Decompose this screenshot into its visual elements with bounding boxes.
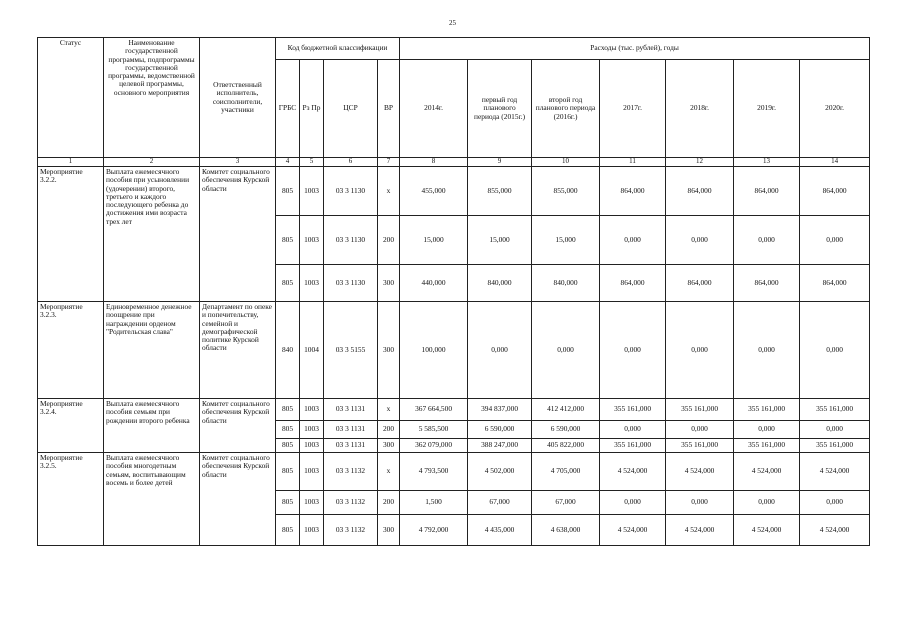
csr-cell: 03 3 1130 <box>324 216 378 265</box>
header-expenses: Расходы (тыс. рублей), годы <box>400 38 870 60</box>
grbs-cell: 805 <box>276 491 300 515</box>
vr-cell: x <box>378 453 400 491</box>
value-cell: 864,000 <box>666 167 734 216</box>
table-row <box>38 399 870 421</box>
value-cell: 4 435,000 <box>468 515 532 546</box>
value-cell: 855,000 <box>532 167 600 216</box>
value-cell: 0,000 <box>800 216 870 265</box>
value-cell: 4 524,000 <box>800 515 870 546</box>
value-cell: 840,000 <box>468 265 532 302</box>
value-cell: 0,000 <box>800 491 870 515</box>
column-number: 5 <box>300 158 324 167</box>
header-executor: Ответственный исполнитель, соисполнители, участники <box>200 38 276 158</box>
column-number: 11 <box>600 158 666 167</box>
column-number: 2 <box>104 158 200 167</box>
column-number: 7 <box>378 158 400 167</box>
value-cell: 15,000 <box>400 216 468 265</box>
value-cell: 367 664,500 <box>400 399 468 421</box>
value-cell: 4 524,000 <box>734 515 800 546</box>
value-cell: 0,000 <box>734 216 800 265</box>
value-cell: 440,000 <box>400 265 468 302</box>
vr-cell: x <box>378 167 400 216</box>
value-cell: 864,000 <box>734 265 800 302</box>
value-cell: 0,000 <box>734 491 800 515</box>
header-year: 2018г. <box>666 60 734 158</box>
value-cell: 4 524,000 <box>666 453 734 491</box>
column-number: 1 <box>38 158 104 167</box>
value-cell: 0,000 <box>734 421 800 439</box>
value-cell: 355 161,000 <box>734 399 800 421</box>
value-cell: 0,000 <box>532 302 600 399</box>
value-cell: 0,000 <box>666 421 734 439</box>
program-name-cell: Выплата ежемесячного пособия при усыновлении (удочерении) второго, третьего и каждого последующего ребенка до достижения ими возраста трех лет <box>104 167 200 302</box>
csr-cell: 03 3 1130 <box>324 265 378 302</box>
grbs-cell: 805 <box>276 216 300 265</box>
value-cell: 15,000 <box>468 216 532 265</box>
value-cell: 4 524,000 <box>666 515 734 546</box>
column-number: 3 <box>200 158 276 167</box>
csr-cell: 03 3 1131 <box>324 439 378 453</box>
value-cell: 0,000 <box>468 302 532 399</box>
value-cell: 4 524,000 <box>800 453 870 491</box>
value-cell: 355 161,000 <box>600 399 666 421</box>
grbs-cell: 805 <box>276 453 300 491</box>
csr-cell: 03 3 1132 <box>324 453 378 491</box>
vr-cell: 200 <box>378 491 400 515</box>
rzpr-cell: 1003 <box>300 399 324 421</box>
rzpr-cell: 1003 <box>300 491 324 515</box>
csr-cell: 03 3 1132 <box>324 491 378 515</box>
value-cell: 855,000 <box>468 167 532 216</box>
status-cell: Мероприятие 3.2.2. <box>38 167 104 302</box>
header-year: первый год планового периода (2015г.) <box>468 60 532 158</box>
status-cell: Мероприятие 3.2.5. <box>38 453 104 546</box>
column-number: 10 <box>532 158 600 167</box>
status-cell: Мероприятие 3.2.3. <box>38 302 104 399</box>
value-cell: 6 590,000 <box>468 421 532 439</box>
executor-cell: Комитет социального обеспечения Курской области <box>200 399 276 453</box>
executor-cell: Департамент по опеке и попечительству, семейной и демографической политике Курской области <box>200 302 276 399</box>
header-year: 2017г. <box>600 60 666 158</box>
value-cell: 4 705,000 <box>532 453 600 491</box>
header-year: 2014г. <box>400 60 468 158</box>
status-cell: Мероприятие 3.2.4. <box>38 399 104 453</box>
vr-cell: 300 <box>378 265 400 302</box>
csr-cell: 03 3 1131 <box>324 399 378 421</box>
rzpr-cell: 1003 <box>300 453 324 491</box>
value-cell: 355 161,000 <box>800 399 870 421</box>
value-cell: 4 524,000 <box>600 453 666 491</box>
value-cell: 864,000 <box>600 167 666 216</box>
budget-table <box>37 37 870 546</box>
grbs-cell: 805 <box>276 439 300 453</box>
rzpr-cell: 1003 <box>300 421 324 439</box>
value-cell: 355 161,000 <box>666 439 734 453</box>
value-cell: 0,000 <box>734 302 800 399</box>
csr-cell: 03 3 1131 <box>324 421 378 439</box>
grbs-cell: 805 <box>276 515 300 546</box>
csr-cell: 03 3 1132 <box>324 515 378 546</box>
program-name-cell: Выплата ежемесячного пособия многодетным семьям, воспитывающим восемь и более детей <box>104 453 200 546</box>
value-cell: 0,000 <box>666 302 734 399</box>
value-cell: 405 822,000 <box>532 439 600 453</box>
program-name-cell: Единовременное денежное поощрение при награждении орденом "Родительская слава" <box>104 302 200 399</box>
value-cell: 15,000 <box>532 216 600 265</box>
header-budget-code: Код бюджетной классификации <box>276 38 400 60</box>
value-cell: 355 161,000 <box>600 439 666 453</box>
value-cell: 864,000 <box>600 265 666 302</box>
column-number: 13 <box>734 158 800 167</box>
value-cell: 4 792,000 <box>400 515 468 546</box>
value-cell: 412 412,000 <box>532 399 600 421</box>
vr-cell: 200 <box>378 421 400 439</box>
value-cell: 0,000 <box>600 302 666 399</box>
rzpr-cell: 1003 <box>300 216 324 265</box>
program-name-cell: Выплата ежемесячного пособия семьям при рождении второго ребенка <box>104 399 200 453</box>
header-year: 2020г. <box>800 60 870 158</box>
header-program-name: Наименование государственной программы, подпрограммы государственной программы, ведомственной целевой программы, основного мероприятия <box>104 38 200 158</box>
vr-cell: 300 <box>378 439 400 453</box>
column-number: 6 <box>324 158 378 167</box>
column-number: 14 <box>800 158 870 167</box>
csr-cell: 03 3 1130 <box>324 167 378 216</box>
executor-cell: Комитет социального обеспечения Курской области <box>200 167 276 302</box>
header-csr: ЦСР <box>324 60 378 158</box>
value-cell: 455,000 <box>400 167 468 216</box>
value-cell: 4 502,000 <box>468 453 532 491</box>
grbs-cell: 805 <box>276 167 300 216</box>
page-number: 25 <box>449 19 456 27</box>
value-cell: 67,000 <box>468 491 532 515</box>
value-cell: 388 247,000 <box>468 439 532 453</box>
value-cell: 864,000 <box>734 167 800 216</box>
rzpr-cell: 1003 <box>300 167 324 216</box>
value-cell: 0,000 <box>666 491 734 515</box>
value-cell: 100,000 <box>400 302 468 399</box>
column-number: 9 <box>468 158 532 167</box>
header-grbs: ГРБС <box>276 60 300 158</box>
value-cell: 840,000 <box>532 265 600 302</box>
value-cell: 4 524,000 <box>734 453 800 491</box>
grbs-cell: 805 <box>276 265 300 302</box>
value-cell: 0,000 <box>600 216 666 265</box>
vr-cell: x <box>378 399 400 421</box>
executor-cell: Комитет социального обеспечения Курской области <box>200 453 276 546</box>
value-cell: 1,500 <box>400 491 468 515</box>
value-cell: 355 161,000 <box>800 439 870 453</box>
column-number: 12 <box>666 158 734 167</box>
table-row <box>38 453 870 491</box>
header-year: 2019г. <box>734 60 800 158</box>
rzpr-cell: 1003 <box>300 265 324 302</box>
header-vr: ВР <box>378 60 400 158</box>
value-cell: 362 079,000 <box>400 439 468 453</box>
value-cell: 0,000 <box>666 216 734 265</box>
vr-cell: 300 <box>378 302 400 399</box>
rzpr-cell: 1004 <box>300 302 324 399</box>
value-cell: 5 585,500 <box>400 421 468 439</box>
csr-cell: 03 3 5155 <box>324 302 378 399</box>
grbs-cell: 840 <box>276 302 300 399</box>
value-cell: 6 590,000 <box>532 421 600 439</box>
value-cell: 394 837,000 <box>468 399 532 421</box>
grbs-cell: 805 <box>276 399 300 421</box>
value-cell: 4 524,000 <box>600 515 666 546</box>
value-cell: 0,000 <box>800 421 870 439</box>
value-cell: 864,000 <box>666 265 734 302</box>
value-cell: 0,000 <box>800 302 870 399</box>
rzpr-cell: 1003 <box>300 439 324 453</box>
vr-cell: 200 <box>378 216 400 265</box>
rzpr-cell: 1003 <box>300 515 324 546</box>
value-cell: 4 793,500 <box>400 453 468 491</box>
column-number-row <box>38 158 870 167</box>
value-cell: 4 638,000 <box>532 515 600 546</box>
value-cell: 864,000 <box>800 167 870 216</box>
value-cell: 355 161,000 <box>734 439 800 453</box>
column-number: 8 <box>400 158 468 167</box>
value-cell: 0,000 <box>600 421 666 439</box>
value-cell: 355 161,000 <box>666 399 734 421</box>
value-cell: 864,000 <box>800 265 870 302</box>
header-year: второй год планового периода (2016г.) <box>532 60 600 158</box>
header-rzpr: Рз Пр <box>300 60 324 158</box>
header-status: Статус <box>38 38 104 158</box>
table-row <box>38 167 870 216</box>
value-cell: 67,000 <box>532 491 600 515</box>
vr-cell: 300 <box>378 515 400 546</box>
value-cell: 0,000 <box>600 491 666 515</box>
table-row <box>38 302 870 399</box>
grbs-cell: 805 <box>276 421 300 439</box>
column-number: 4 <box>276 158 300 167</box>
